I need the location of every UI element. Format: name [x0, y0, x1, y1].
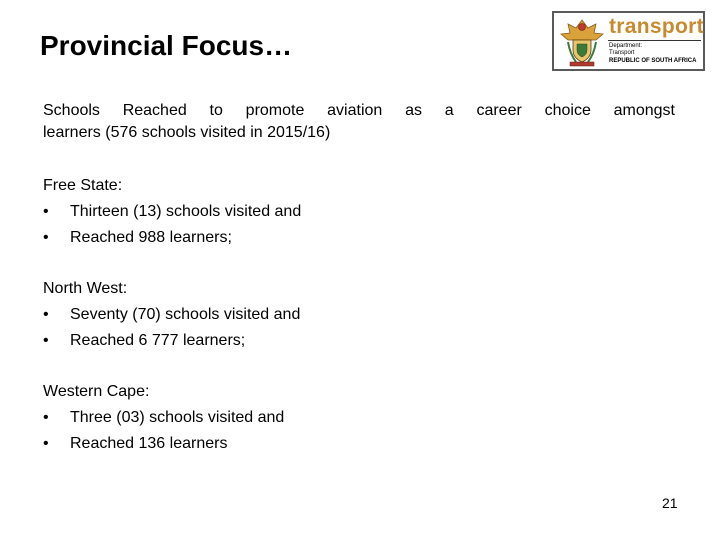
section-heading: North West:: [43, 280, 128, 297]
bullet-item: [43, 405, 284, 431]
bullet-text: Thirteen (13) schools visited and: [70, 203, 302, 220]
section-western-cape: [43, 379, 284, 457]
section-north-west: [43, 276, 300, 354]
department-of-transport-logo: [552, 11, 705, 71]
bullet-text: Reached 988 learners;: [70, 229, 232, 246]
bullet-text: Three (03) schools visited and: [70, 409, 285, 426]
bullet-item: [43, 431, 284, 457]
logo-country-name: REPUBLIC OF SOUTH AFRICA: [609, 58, 697, 64]
bullet-text: Reached 136 learners: [70, 435, 228, 452]
bullet-text: Reached 6 777 learners;: [70, 332, 246, 349]
page-number: 21: [662, 495, 678, 511]
bullet-text: Seventy (70) schools visited and: [70, 306, 301, 323]
logo-wordmark: transport: [609, 15, 704, 38]
section-heading: Western Cape:: [43, 383, 150, 400]
section-heading: Free State:: [43, 177, 123, 194]
bullet-icon: •: [43, 409, 49, 426]
bullet-icon: •: [43, 306, 49, 323]
section-free-state: [43, 173, 301, 251]
bullet-item: [43, 199, 301, 225]
bullet-item: [43, 225, 301, 251]
bullet-item: [43, 328, 300, 354]
bullet-icon: •: [43, 332, 49, 349]
bullet-item: [43, 302, 300, 328]
logo-department-label: Department:: [609, 43, 643, 49]
bullet-icon: •: [43, 229, 49, 246]
bullet-icon: •: [43, 203, 49, 220]
coat-of-arms-icon: [558, 16, 606, 68]
intro-paragraph: [43, 100, 675, 144]
logo-divider: [608, 40, 701, 41]
slide-title: Provincial Focus…: [40, 30, 293, 61]
logo-department-name: Transport: [609, 50, 635, 56]
bullet-icon: •: [43, 435, 49, 452]
intro-line: learners (576 schools visited in 2015/16): [43, 124, 331, 141]
intro-line: Schools Reached to promote aviation as a career choice amongst: [43, 102, 675, 119]
